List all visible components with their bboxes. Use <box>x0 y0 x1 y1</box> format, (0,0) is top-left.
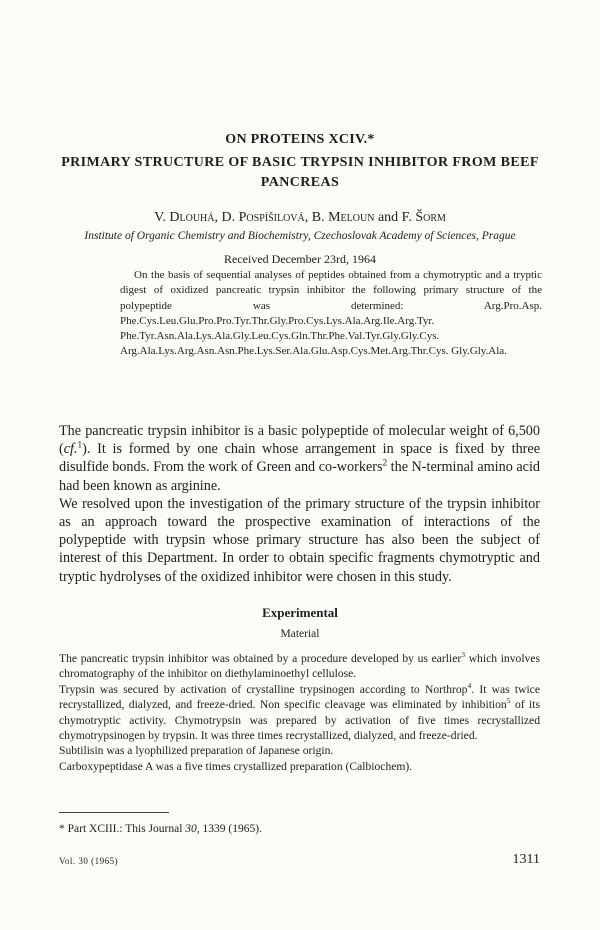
author-4-name: Šorm <box>415 210 446 225</box>
section-heading: Experimental <box>262 605 338 620</box>
footnote-volume: 30, <box>185 823 200 835</box>
ref-5: 5 <box>506 696 511 706</box>
author-3-name: Meloun <box>328 210 375 225</box>
author-list <box>0 210 600 226</box>
exp-p1-a: The pancreatic trypsin inhibitor was obtained by a procedure developed by us earlier <box>59 652 462 665</box>
affiliation: Institute of Organic Chemistry and Biochemistry, Czechoslovak Academy of Sciences, Prague <box>84 230 516 242</box>
exp-p2-c: of its chymotryptic activity. Chymotrypsin was prepared by activation of five times recrystallized chymotrypsinogen by trypsin. It was three times recrystallized, dialyzed, and freeze-dried. <box>59 698 540 743</box>
cf-italic: cf. <box>63 441 78 458</box>
footnote <box>59 823 262 835</box>
intro-paragraph-2: We resolved upon the investigation of the primary structure of the trypsin inhibitor as an approach toward the prospective examination of interactions of the polypeptide with trypsin whose primary structure has also been the subject of interest of this Department. In order to obtain specific fragments chymotryptic and tryptic hydrolyses of the oxidized inhibitor were chosen in this study. <box>59 495 540 585</box>
intro-p1-c: the N-terminal amino acid had been known as arginine. <box>59 459 540 494</box>
intro-p1-a: The pancreatic trypsin inhibitor is a basic polypeptide of molecular weight of 6,500 ( <box>59 423 540 458</box>
author-3-initial: , B. <box>304 210 329 225</box>
ref-3: 3 <box>461 650 465 660</box>
exp-p2-b: . It was twice recrystallized, dialyzed, and freeze-dried. Non specific cleavage was eliminated by inhibition <box>59 682 540 712</box>
author-conjunction: and F. <box>374 210 416 225</box>
ref-2: 2 <box>382 457 388 468</box>
introduction <box>59 422 540 586</box>
author-1-name: Dlouhá <box>169 210 215 225</box>
footnote-divider <box>59 812 169 813</box>
abstract <box>120 268 542 360</box>
exp-paragraph-3: Subtilisin was a lyophilized preparation of Japanese origin. <box>59 744 334 758</box>
exp-p2-a: Trypsin was secured by activation of crystalline trypsinogen according to Northrop <box>59 682 468 696</box>
exp-p1-b: which involves chromatography of the inhibitor on diethylaminoethyl cellulose. <box>59 652 540 681</box>
series-title: ON PROTEINS XCIV.* <box>225 132 375 147</box>
author-2-initial: , D. <box>214 210 239 225</box>
exp-paragraph-4: Carboxypeptidase A was a five times crystallized preparation (Calbiochem). <box>59 759 413 773</box>
intro-paragraph-1 <box>59 422 540 495</box>
experimental-body <box>59 651 540 774</box>
ref-1: 1 <box>77 439 83 450</box>
paper-title: PRIMARY STRUCTURE OF BASIC TRYPSIN INHIBITOR FROM BEEF PANCREAS <box>61 155 539 190</box>
footnote-text-a: * Part XCIII.: This Journal <box>59 823 186 835</box>
footnote-text-b: 1339 (1965). <box>199 823 262 835</box>
exp-paragraph-2 <box>59 682 540 744</box>
author-2-name: Pospíšilová <box>238 210 305 225</box>
exp-paragraph-1 <box>59 651 540 682</box>
abstract-text: On the basis of sequential analyses of peptides obtained from a chymotryptic and a tryptic digest of oxidized pancreatic trypsin inhibitor the following primary structure of the polypeptide was determined: Arg.Pro.Asp. Phe.Cys.Leu.Glu.Pro.Pro.Tyr.Thr.Gly.Pro.Cys.Lys.Ala.Arg.Ile.Arg.Tyr. Phe.Tyr.Asn.Ala.Lys.Ala.Gly.Leu.Cys.Gln.Thr.Phe.Val.Tyr.Gly.Gly.Cys. Arg.Ala.Lys.Arg.Asn.Asn.Phe.Lys.Ser.Ala.Glu.Asp.Cys.Met.Arg.Thr.Cys. Gly.Gly.Ala. <box>120 269 542 358</box>
author-1-initial: V. <box>154 210 170 225</box>
page-number: 1311 <box>512 852 540 867</box>
subsection-heading: Material <box>280 628 320 640</box>
ref-4: 4 <box>467 680 472 690</box>
intro-p1-b: ). It is formed by one chain whose arrangement in space is fixed by three disulfide bonds. From the work of Green and co-workers <box>59 441 540 476</box>
journal-info: Vol. 30 (1965) <box>59 856 119 866</box>
received-date: Received December 23rd, 1964 <box>224 252 376 266</box>
